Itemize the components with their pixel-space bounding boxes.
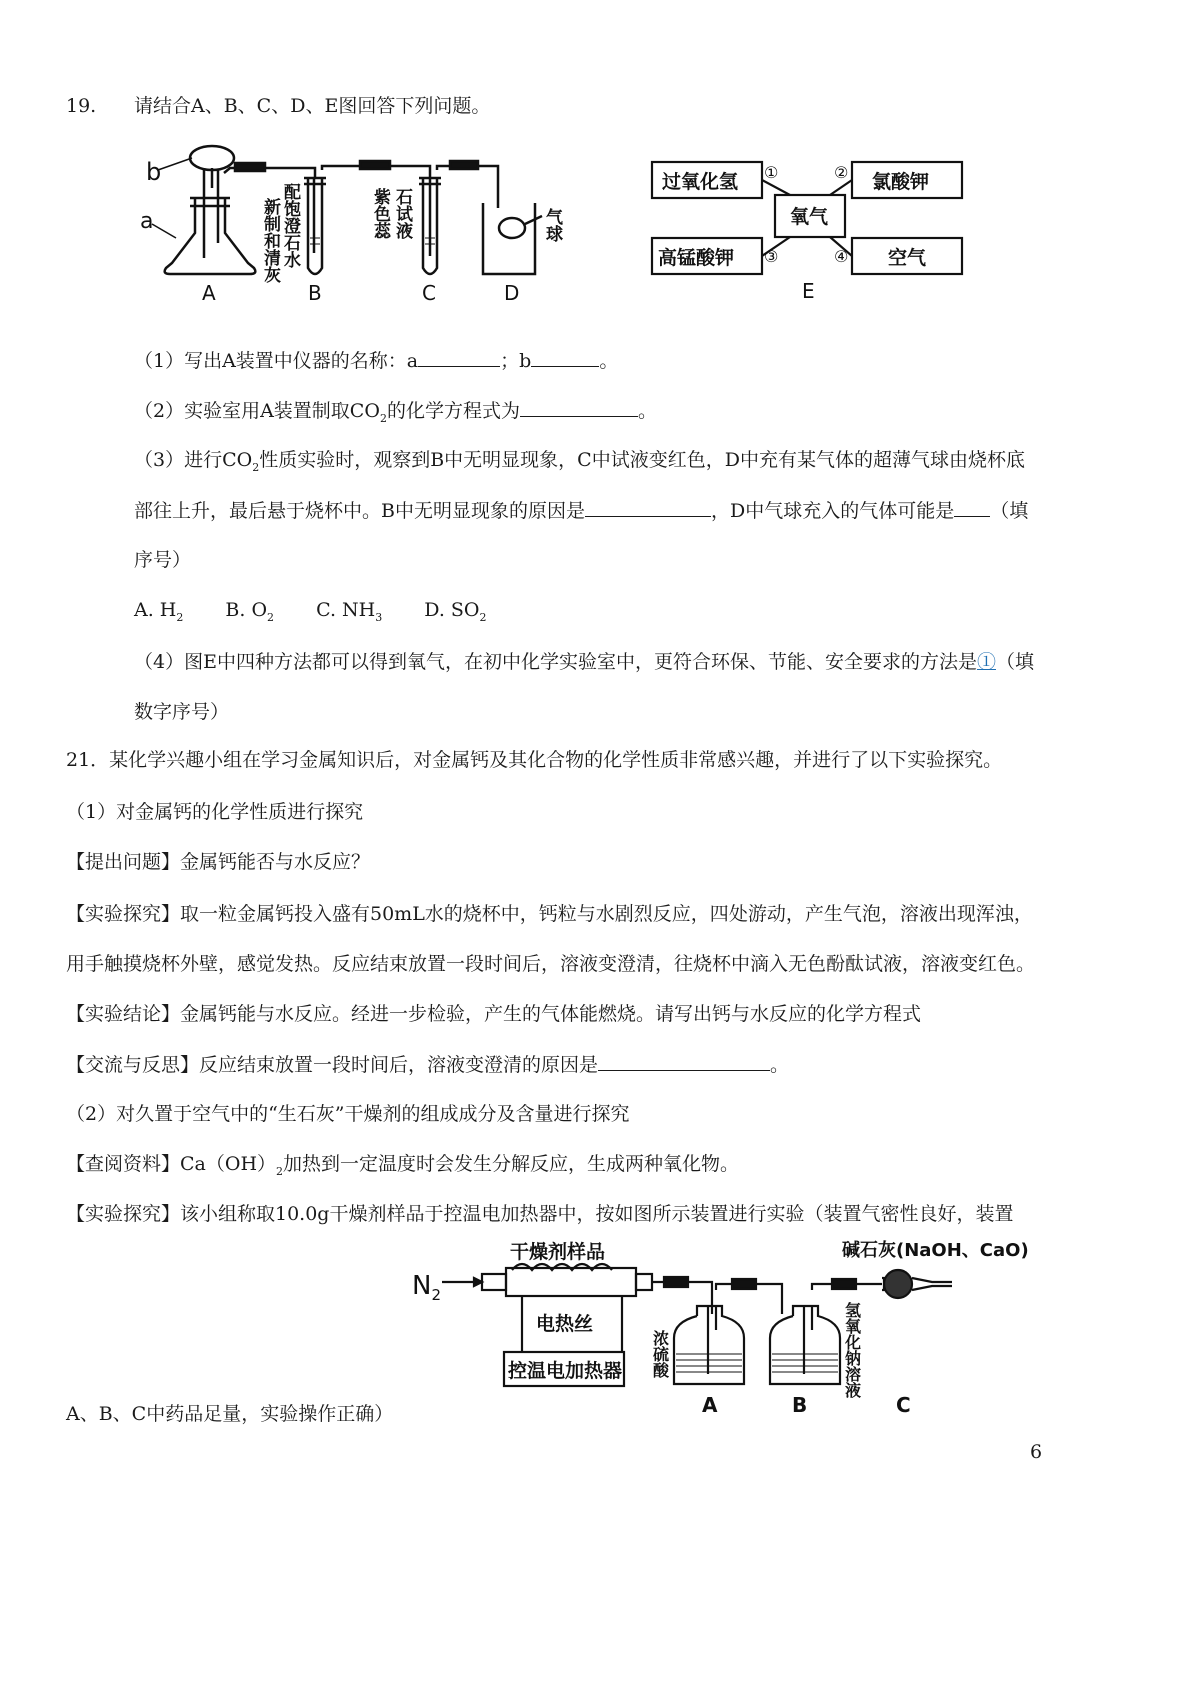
option-b-sub: 2 bbox=[267, 610, 275, 624]
answer-blank-a[interactable] bbox=[418, 348, 500, 367]
option-a bbox=[134, 599, 184, 624]
num-4: ④ bbox=[834, 247, 849, 266]
q21-line5: 用手触摸烧杯外壁，感觉发热。反应结束放置一段时间后，溶液变澄清，往烧杯中滴入无色酚酞试液，溶液变红色。 bbox=[66, 953, 1036, 975]
center-oxygen: 氧气 bbox=[790, 206, 829, 228]
box-hydrogen-peroxide: 过氧化氢 bbox=[662, 171, 739, 193]
q21-line9-b: 加热到一定温度时会发生分解反应，生成两种氧化物。 bbox=[283, 1153, 740, 1175]
page-number: 6 bbox=[1030, 1441, 1043, 1463]
figure-apparatus-abcd bbox=[140, 128, 580, 308]
q21-line10: 【实验探究】该小组称取10.0g干燥剂样品于控温电加热器中，按如图所示装置进行实验（装置气密性良好，装置 bbox=[66, 1203, 1014, 1225]
q19-part3-l2-c: （填 bbox=[990, 500, 1029, 522]
label-b: b bbox=[146, 158, 162, 186]
answer-blank-reason[interactable] bbox=[585, 498, 711, 517]
q21-line7-text: 【交流与反思】反应结束放置一段时间后，溶液变澄清的原因是 bbox=[66, 1054, 599, 1076]
q21-line3: 【提出问题】金属钙能否与水反应？ bbox=[66, 851, 371, 873]
q19-part3-line3: 序号） bbox=[134, 549, 192, 571]
option-b bbox=[225, 599, 275, 624]
n2-label: $N_2$ bbox=[412, 1271, 441, 1304]
conc-sulfuric-acid-label: 浓硫酸 bbox=[650, 1330, 670, 1378]
heater-label: 控温电加热器 bbox=[508, 1360, 623, 1382]
q21-line9-sub: 2 bbox=[276, 1164, 284, 1178]
q19-part1 bbox=[134, 348, 618, 373]
q19-part1-text-a: （1）写出A装置中仪器的名称：a bbox=[134, 350, 419, 372]
q19-options bbox=[134, 598, 487, 622]
q21-line2: （1）对金属钙的化学性质进行探究 bbox=[66, 801, 364, 823]
answer-blank-clear-reason[interactable] bbox=[598, 1052, 770, 1071]
caption-d: D bbox=[504, 281, 520, 305]
caption-tube-c: C bbox=[896, 1393, 911, 1417]
option-c-sub: 3 bbox=[375, 610, 383, 624]
option-a-sub: 2 bbox=[176, 610, 184, 624]
box-potassium-permanganate: 高锰酸钾 bbox=[658, 247, 735, 269]
q19-part3-l1-b: 性质实验时，观察到B中无明显现象，C中试液变红色，D中充有某气体的超薄气球由烧杯底 bbox=[259, 449, 1025, 471]
b-reagent-label-1: 新制和清灰 bbox=[260, 198, 280, 283]
caption-b: B bbox=[308, 281, 322, 305]
caption-e: E bbox=[802, 279, 815, 303]
q21-line4: 【实验探究】取一粒金属钙投入盛有50mL水的烧杯中，钙粒与水剧烈反应，四处游动，产生气泡，溶液出现浑浊， bbox=[66, 903, 1033, 925]
num-3: ③ bbox=[764, 247, 779, 266]
option-a-text: A. H bbox=[134, 599, 177, 621]
option-c-text: C. NH bbox=[316, 599, 376, 621]
q19-part4-l1-a: （4）图E中四种方法都可以得到氧气，在初中化学实验室中，更符合环保、节能、安全要求的方法是 bbox=[134, 651, 977, 673]
q19-part4-line2: 数字序号） bbox=[134, 701, 230, 723]
q21-line6: 【实验结论】金属钙能与水反应。经进一步检验，产生的气体能燃烧。请写出钙与水反应的化学方程式 bbox=[66, 1003, 922, 1025]
box-air: 空气 bbox=[888, 247, 927, 269]
q19-number: 19. bbox=[66, 95, 97, 117]
q19-stem: 请结合A、B、C、D、E图回答下列问题。 bbox=[134, 95, 491, 117]
option-d-sub: 2 bbox=[479, 610, 487, 624]
answer-blank-equation[interactable] bbox=[520, 398, 638, 417]
c-reagent-label-2: 石试液 bbox=[392, 188, 412, 239]
q19-part4-l1-b: （填 bbox=[995, 651, 1034, 673]
q19-part3-line2 bbox=[134, 498, 1028, 523]
option-d bbox=[424, 599, 487, 624]
q19-part3-l2-a: 部往上升，最后悬于烧杯中。B中无明显现象的原因是 bbox=[134, 500, 585, 522]
answer-blank-gas[interactable] bbox=[954, 498, 990, 517]
label-a: a bbox=[140, 209, 154, 234]
d-balloon-label: 气球 bbox=[542, 208, 562, 242]
q21-line7-end: 。 bbox=[770, 1054, 790, 1076]
q19-part2-text-a: （2）实验室用A装置制取CO bbox=[134, 400, 380, 422]
q21-line7 bbox=[66, 1052, 789, 1077]
option-d-text: D. SO bbox=[424, 599, 480, 621]
q19-part2-sub: 2 bbox=[379, 411, 387, 425]
box-potassium-chlorate: 氯酸钾 bbox=[872, 171, 930, 193]
c-reagent-label-1: 紫色蕊 bbox=[370, 188, 390, 239]
q19-part2-end: 。 bbox=[637, 400, 657, 422]
q19-part2 bbox=[134, 398, 657, 423]
option-b-text: B. O bbox=[225, 599, 268, 621]
num-1: ① bbox=[764, 163, 779, 182]
caption-c: C bbox=[422, 281, 436, 305]
caption-bottle-b: B bbox=[792, 1393, 808, 1417]
option-c bbox=[316, 599, 383, 624]
heating-wire-label: 电热丝 bbox=[536, 1313, 594, 1335]
q19-part1-end: 。 bbox=[599, 350, 619, 372]
q19-part1-text-b: ；b bbox=[500, 350, 532, 372]
caption-bottle-a: A bbox=[702, 1393, 718, 1417]
answer-blank-b[interactable] bbox=[531, 348, 599, 367]
q19-part4-line1 bbox=[134, 650, 1034, 674]
q19-part2-text-b: 的化学方程式为 bbox=[386, 400, 520, 422]
b-reagent-label-2: 配饱澄石水 bbox=[280, 183, 300, 268]
q21-line9 bbox=[66, 1152, 739, 1176]
q21-line8: （2）对久置于空气中的“生石灰”干燥剂的组成成分及含量进行探究 bbox=[66, 1103, 630, 1125]
figure-e-oxygen-methods bbox=[650, 160, 980, 310]
q21-line11: A、B、C中药品足量，实验操作正确） bbox=[66, 1403, 394, 1425]
q21-line1: 21．某化学兴趣小组在学习金属知识后，对金属钙及其化合物的化学性质非常感兴趣，并进行了以下实验探究。 bbox=[66, 749, 1003, 771]
q19-part3-l1-a: （3）进行CO bbox=[134, 449, 253, 471]
q19-part3-l1-sub: 2 bbox=[252, 460, 260, 474]
q19-part3-line1 bbox=[134, 448, 1025, 472]
sample-label: 干燥剂样品 bbox=[510, 1241, 606, 1263]
naoh-solution-label: 氢氧化钠溶液 bbox=[842, 1302, 862, 1398]
answer-link-1[interactable]: ① bbox=[976, 651, 996, 673]
q19-part3-l2-b: ，D中气球充入的气体可能是 bbox=[710, 500, 955, 522]
num-2: ② bbox=[834, 163, 849, 182]
soda-lime-label: 碱石灰(NaOH、CaO) bbox=[842, 1240, 1029, 1261]
figure-desiccant-apparatus bbox=[412, 1234, 1052, 1424]
q21-line9-a: 【查阅资料】Ca（OH） bbox=[66, 1153, 277, 1175]
caption-a: A bbox=[202, 281, 216, 305]
